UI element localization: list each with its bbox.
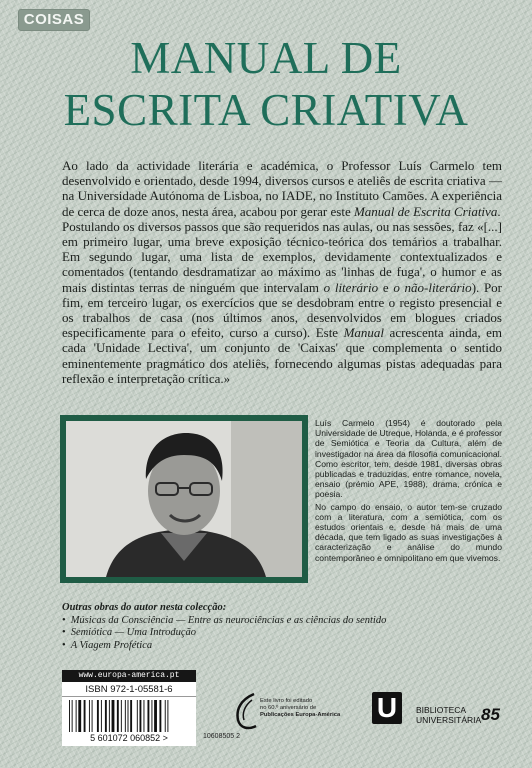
stock-code: 10608505 2 bbox=[203, 733, 240, 740]
intro-text-segment: acrescenta ainda, em cada 'Unidade Lectiva', um conjunto de 'Caixas' que complementa o sentido eminentemente pragmático dos ateliês, fornecendo algumas pistas adequadas para reflexão e interpretação crítica.» bbox=[62, 325, 502, 386]
other-works-item: • Músicas da Consciência — Entre as neurociências e as ciências do sentido bbox=[62, 615, 392, 628]
book-title-line-1: MANUAL DE bbox=[130, 33, 402, 83]
author-portrait-illustration bbox=[66, 421, 302, 577]
intro-text bbox=[62, 158, 502, 386]
collection-logo-letter: U bbox=[376, 692, 398, 723]
author-photo-frame bbox=[60, 415, 308, 583]
series-badge bbox=[18, 9, 90, 31]
anniversary-publisher-name: Publicações Europa-América bbox=[260, 712, 341, 718]
collection-name bbox=[416, 706, 481, 725]
author-photo bbox=[66, 421, 302, 577]
other-works-item: • A Viagem Profética bbox=[62, 640, 392, 653]
intro-text-segment: e bbox=[378, 279, 394, 295]
other-works-heading: Outras obras do autor nesta colecção: bbox=[62, 602, 227, 613]
author-bio-paragraph-1: Luís Carmelo (1954) é doutorado pela Universidade de Utreque, Holanda, e é professor de Semiótica e Teoria da Cultura, além de investigador na área da filosofia comunicacional. Como escritor, tem, desde 1981, diversas obras publicadas e traduzidas, entre romance, novela, ensaio (prémio APE, 1988), drama, crónica e poesia. bbox=[315, 418, 502, 500]
intro-text-segment: Ao lado da actividade literária e académica, o Professor Luís Carmelo tem desenvolvido e orientado, desde 1994, diversos cursos e ateliês de escrita criativa — na Universidade Autónoma de Lisboa, no IADE, no Instituto Camões. A experiência de cerca de doze anos, nesta área, acabou por gerar este bbox=[62, 158, 502, 219]
anniversary-publisher bbox=[260, 712, 360, 719]
intro-paragraph-2 bbox=[62, 219, 502, 386]
anniversary-note bbox=[232, 690, 362, 738]
isbn-text: ISBN 972-1-05581-6 bbox=[62, 683, 196, 697]
collection-name-line: BIBLIOTECA bbox=[416, 705, 467, 715]
intro-italic-term: o não-literário bbox=[393, 279, 472, 295]
intro-text-segment: . bbox=[497, 203, 501, 219]
intro-italic-term: Manual bbox=[343, 325, 385, 341]
intro-text-segment: Postulando os diversos passos que são requeridos nas aulas, ou nas sessões, faz «[...] em primeiro lugar, uma breve exposição técnico-teórica dos temários a trabalhar. Em segundo lugar, uma lista de exemplos, devidamente contextualizados e comentados (tentando desdramatizar ao máximo as 'linhas de fuga', o humor e as mais distintas terras de ninguém que intervalam bbox=[62, 218, 502, 295]
intro-text-segment: ). Por fim, em terceiro lugar, os exercícios que se desdobram entre o registo presencial e os trabalhos de casa (nos últimos anos, desenvolvidos em blogues criados especificamente para o efeito, curso a curso). Este bbox=[62, 279, 503, 341]
collection-name-line: UNIVERSITÁRIA bbox=[416, 714, 482, 725]
book-title-line-2: ESCRITA CRIATIVA bbox=[63, 85, 469, 135]
intro-italic-title: Manual de Escrita Criativa bbox=[353, 203, 498, 219]
barcode-bars bbox=[69, 700, 189, 732]
anniversary-line: no 60.º aniversário de bbox=[260, 705, 317, 711]
other-works-item: • Semiótica — Uma Introdução bbox=[62, 627, 392, 640]
anniversary-text bbox=[260, 698, 360, 719]
publisher-website: www.europa-america.pt bbox=[62, 670, 196, 682]
ean-number: 5 601072 060852 > bbox=[90, 733, 168, 743]
other-works-list bbox=[62, 615, 392, 653]
intro-paragraph-1 bbox=[62, 158, 502, 219]
anniversary-line: Este livro foi editado bbox=[260, 698, 313, 704]
anniversary-swirl-icon bbox=[232, 690, 260, 732]
author-bio bbox=[315, 418, 502, 565]
collection-number: 85 bbox=[481, 705, 500, 724]
intro-italic-term: o literário bbox=[323, 279, 379, 295]
author-bio-paragraph-2: No campo do ensaio, o autor tem-se cruzado com a literatura, com a semiótica, com os estudos orientais e, desde há mais de uma década, que tem ligado as suas investigações à caracterização e análise do mundo contemporâneo e omnipolitano em que vivemos. bbox=[315, 501, 502, 563]
collection-logo bbox=[372, 692, 402, 724]
series-badge-label: COISAS bbox=[23, 11, 85, 28]
barcode-label bbox=[62, 670, 196, 746]
other-works bbox=[62, 602, 392, 652]
